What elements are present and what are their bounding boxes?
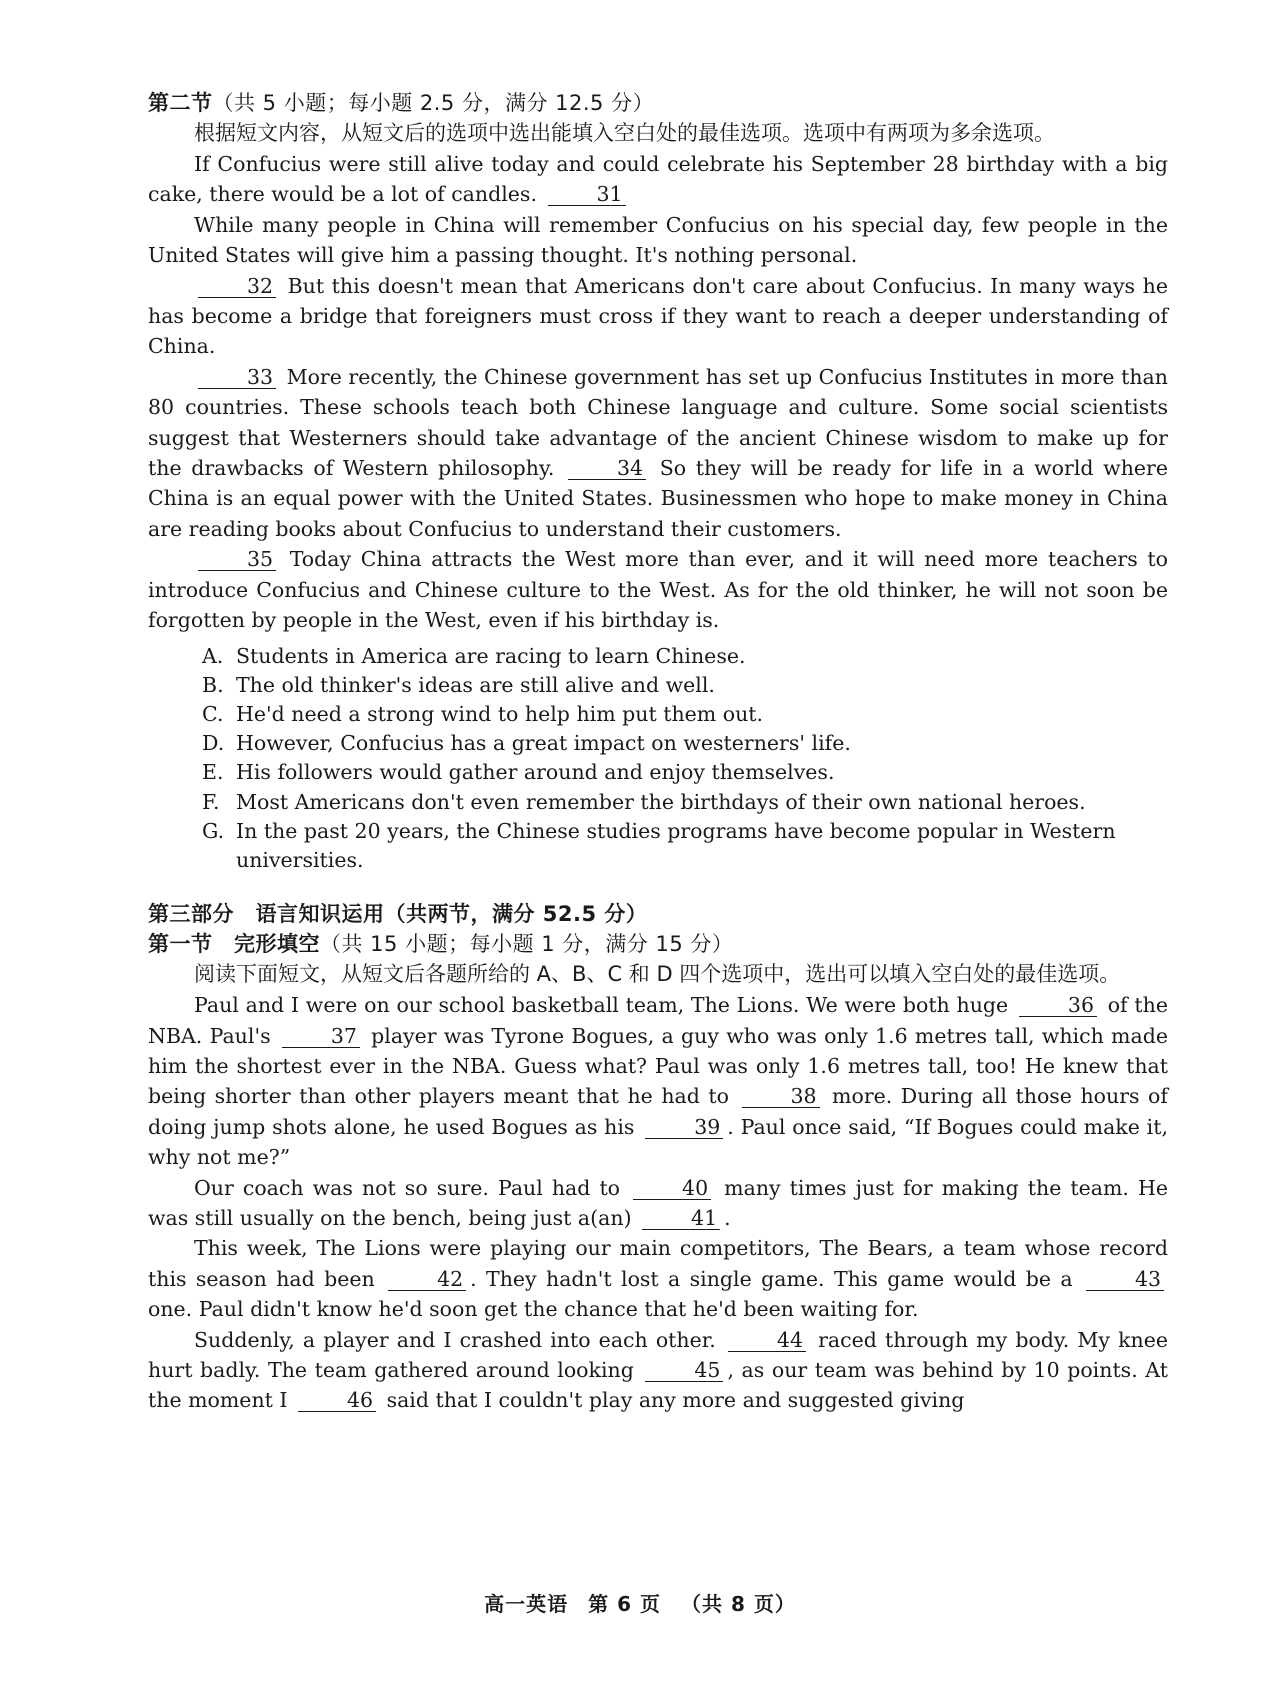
- paragraph-text: While many people in China will remember Confucius on his special day, few people in the United States will give him a passing thought. It's nothing personal.: [148, 212, 1168, 268]
- paragraph-text: one. Paul didn't know he'd soon get the chance that he'd been waiting for.: [148, 1297, 919, 1322]
- option-item: [202, 671, 1168, 700]
- exam-page: [148, 88, 1168, 1416]
- options-list: [202, 642, 1168, 876]
- blank-36: 36: [1019, 994, 1097, 1017]
- option-item: [202, 700, 1168, 729]
- blank-31: 31: [548, 183, 626, 206]
- blank-45: 45: [645, 1359, 723, 1382]
- section-spacer: [148, 875, 1168, 899]
- option-letter: G.: [202, 818, 225, 843]
- option-letter: D.: [202, 731, 225, 756]
- blank-33: 33: [198, 366, 276, 389]
- option-item: [202, 817, 1168, 875]
- paragraph-text: said that I couldn't play any more and suggested giving: [386, 1388, 965, 1413]
- blank-39: 39: [645, 1116, 723, 1139]
- cloze-heading-title: 第一节 完形填空: [148, 932, 320, 957]
- cloze-paragraph: [148, 1173, 1168, 1234]
- blank-42: 42: [388, 1268, 466, 1291]
- paragraph-text: player was Tyrone Bogues, a guy who was only 1.6 metres tall, which made him the shortest ever in the NBA. Guess what? Paul was only 1.6 metres tall, too! He knew that being shorter than other players meant that he had to: [148, 1023, 1168, 1109]
- passage-paragraph: [148, 210, 1168, 271]
- passage-paragraph: [148, 271, 1168, 362]
- paragraph-text: raced through my body. My knee hurt badly. The team gathered around looking: [148, 1327, 1168, 1382]
- paragraph-text: But this doesn't mean that Americans don't care about Confucius. In many ways he has become a bridge that foreigners must cross if they want to reach a deeper understanding of China.: [148, 273, 1168, 359]
- page-footer: [0, 1588, 1280, 1617]
- option-text: His followers would gather around and enjoy themselves.: [236, 760, 835, 785]
- blank-46: 46: [298, 1389, 376, 1412]
- blank-40: 40: [633, 1177, 711, 1200]
- paragraph-text: This week, The Lions were playing our main competitors, The Bears, a team whose record this season had been: [148, 1236, 1168, 1291]
- option-item: [202, 758, 1168, 787]
- option-text: The old thinker's ideas are still alive and well.: [236, 672, 715, 697]
- passage-paragraph: [148, 149, 1168, 210]
- section2-heading: [148, 88, 1168, 118]
- option-letter: B.: [202, 672, 224, 697]
- paragraph-text: of the NBA. Paul's: [148, 993, 1168, 1048]
- paragraph-text: Suddenly, a player and I crashed into each other.: [194, 1327, 716, 1352]
- paragraph-text: .: [724, 1205, 731, 1230]
- paragraph-text: Paul and I were on our school basketball team, The Lions. We were both huge: [194, 993, 1009, 1018]
- cloze-instruction: 阅读下面短文，从短文后各题所给的 A、B、C 和 D 四个选项中，选出可以填入空白处的最佳选项。: [194, 962, 1121, 987]
- blank-37: 37: [282, 1025, 360, 1048]
- passage-paragraph: [148, 544, 1168, 635]
- paragraph-text: If Confucius were still alive today and could celebrate his September 28 birthday with a big cake, there would be a lot of candles.: [148, 152, 1168, 207]
- footer-page-number: 第 6 页: [588, 1592, 661, 1616]
- footer-subject: 高一英语: [484, 1592, 569, 1616]
- cloze-paragraph: [148, 990, 1168, 1172]
- blank-35: 35: [198, 548, 276, 571]
- paragraph-text: Today China attracts the West more than ever, and it will need more teachers to introduce Confucius and Chinese culture to the West. As for the old thinker, he will not soon be forgotten by people in the West, even if his birthday is.: [148, 547, 1168, 633]
- paragraph-text: more. During all those hours of doing jump shots alone, he used Bogues as his: [148, 1084, 1168, 1139]
- footer-total-pages: （共 8 页）: [681, 1592, 796, 1616]
- option-letter: A.: [202, 643, 224, 668]
- blank-34: 34: [568, 457, 646, 480]
- option-text: Most Americans don't even remember the birthdays of their own national heroes.: [236, 789, 1086, 814]
- option-letter: F.: [202, 789, 220, 814]
- paragraph-text: . They hadn't lost a single game. This game would be a: [470, 1266, 1073, 1291]
- option-item: [202, 788, 1168, 817]
- blank-41: 41: [642, 1207, 720, 1230]
- part3-heading: 第三部分 语言知识运用（共两节，满分 52.5 分）: [148, 902, 648, 927]
- section2-instruction: 根据短文内容，从短文后的选项中选出能填入空白处的最佳选项。选项中有两项为多余选项。: [194, 121, 1055, 145]
- section2-heading-title: 第二节: [148, 91, 213, 115]
- paragraph-text: More recently, the Chinese government has set up Confucius Institutes in more than 80 countries. These schools teach both Chinese language and culture. Some social scientists suggest that Westerners should take advantage of the ancient Chinese wisdom to make up for the drawbacks of Western philosophy.: [148, 364, 1168, 481]
- paragraph-text: , as our team was behind by 10 points. At the moment I: [148, 1358, 1168, 1413]
- blank-44: 44: [728, 1329, 806, 1352]
- option-text: In the past 20 years, the Chinese studies programs have become popular in Western universities.: [236, 818, 1116, 872]
- option-text: Students in America are racing to learn Chinese.: [236, 643, 746, 668]
- cloze-paragraph: [148, 1325, 1168, 1416]
- section2-heading-note: （共 5 小题；每小题 2.5 分，满分 12.5 分）: [212, 91, 655, 115]
- option-text: However, Confucius has a great impact on westerners' life.: [236, 731, 851, 756]
- paragraph-text: . Paul once said, “If Bogues could make it, why not me?”: [148, 1114, 1168, 1170]
- cloze-paragraph: [148, 1233, 1168, 1324]
- cloze-heading-note: （共 15 小题；每小题 1 分，满分 15 分）: [320, 932, 734, 957]
- cloze-heading: [148, 929, 1168, 959]
- paragraph-text: many times just for making the team. He was still usually on the bench, being just a(an): [148, 1175, 1168, 1230]
- blank-32: 32: [198, 275, 276, 298]
- paragraph-text: So they will be ready for life in a world where China is an equal power with the United States. Businessmen who hope to make money in China are reading books about Confucius to understand their customers.: [148, 456, 1168, 541]
- blank-43: 43: [1086, 1268, 1164, 1291]
- option-item: [202, 729, 1168, 758]
- option-text: He'd need a strong wind to help him put them out.: [236, 701, 764, 726]
- option-letter: C.: [202, 701, 224, 726]
- passage-paragraph: [148, 362, 1168, 544]
- option-item: [202, 642, 1168, 671]
- paragraph-text: Our coach was not so sure. Paul had to: [194, 1175, 621, 1200]
- blank-38: 38: [742, 1085, 820, 1108]
- option-letter: E.: [202, 760, 224, 785]
